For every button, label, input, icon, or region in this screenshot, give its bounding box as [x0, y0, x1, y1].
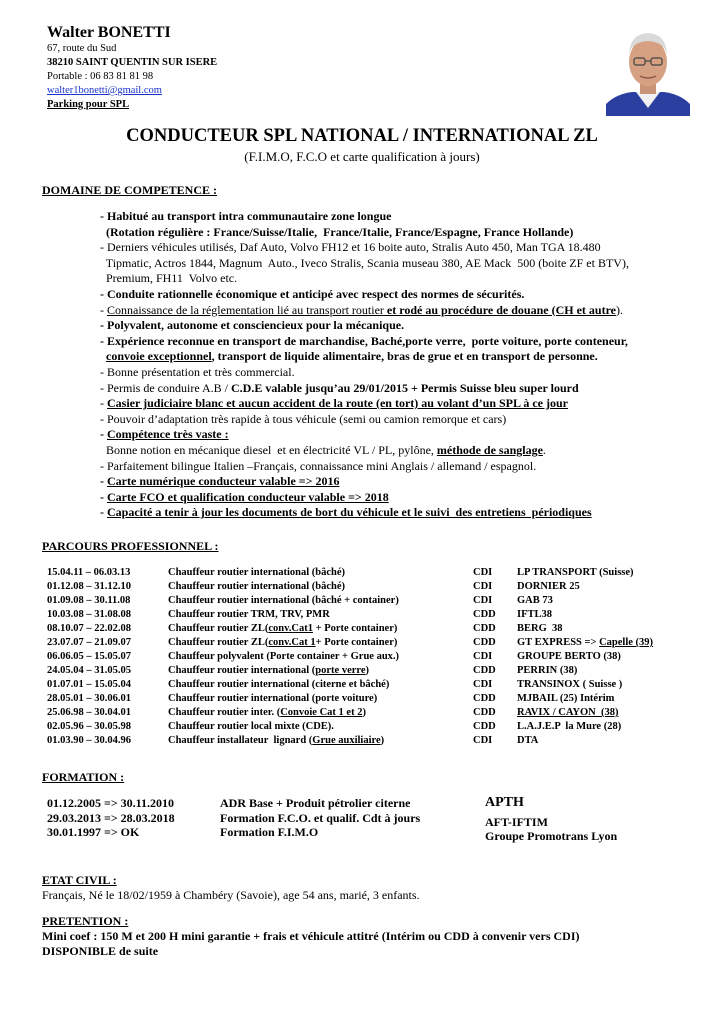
career-role: [168, 692, 377, 706]
formation-date: 29.03.2013 => 28.03.2018: [47, 810, 175, 825]
competence-text: -: [100, 302, 107, 317]
formation-course: ADR Base + Produit pétrolier citerne: [220, 796, 411, 810]
career-role-text: Chauffeur routier TRM, TRV, PMR: [168, 609, 330, 620]
competence-text: - Derniers véhicules utilisés, Daf Auto, Volvo FH12 et 16 boite auto, Stralis Auto 450, Man TGA 18.480: [100, 240, 601, 255]
career-role-text: + Porte container): [312, 623, 398, 634]
career-dates: 01.09.08 – 30.11.08: [47, 595, 131, 606]
career-dates: 01.07.01 – 15.05.04: [47, 679, 131, 690]
career-role-text: ): [362, 707, 366, 718]
competence-list: [100, 209, 710, 521]
career-role-text: ): [380, 735, 385, 746]
competence-item: [100, 381, 710, 397]
competence-item: [100, 256, 710, 272]
career-heading-label: PARCOURS PROFESSIONNEL: [42, 539, 212, 553]
competence-item: [100, 396, 710, 412]
competence-text: , transport de liquide alimentaire, bras de grue et en transport de personne.: [211, 349, 598, 364]
career-company: [517, 622, 563, 636]
competence-text: Premium, FH11 Volvo etc.: [100, 271, 238, 286]
job-title: CONDUCTEUR SPL NATIONAL / INTERNATIONAL ZL: [126, 126, 598, 146]
career-contract: CDD: [473, 637, 496, 648]
competence-text: -: [100, 427, 107, 442]
career-role: [168, 650, 399, 664]
competence-text: -: [100, 474, 107, 489]
competence-text: - Pouvoir d’adaptation très rapide à tous véhicule (semi ou camion remorque et cars): [100, 411, 507, 426]
career-company-text: GAB 73: [517, 595, 553, 606]
career-company-text: MJBAIL (25) Intérim: [517, 693, 615, 704]
competence-item: [100, 427, 710, 443]
profile-photo: [606, 24, 690, 116]
competence-text: Compétence très vaste :: [107, 427, 229, 442]
career-role-text: Chauffeur routier international (: [168, 665, 316, 676]
competence-item: [100, 271, 710, 287]
career-company: [517, 678, 622, 692]
career-role-text: Chauffeur routier international (citerne et bâché): [168, 679, 390, 690]
competence-text: convoie exceptionnel: [106, 349, 212, 364]
career-company: [517, 664, 577, 678]
competence-item: [100, 443, 710, 459]
career-role-text: Chauffeur installateur lignard (: [168, 735, 313, 746]
career-contract: CDI: [473, 567, 493, 578]
career-company-text: IFTL38: [517, 609, 553, 620]
career-contract: CDI: [473, 595, 493, 606]
competence-text: Carte numérique conducteur valable => 2016: [107, 474, 340, 489]
career-dates: 23.07.07 – 21.09.07: [47, 637, 131, 648]
career-role-text: Grue auxiliaire: [312, 735, 381, 746]
competence-heading: DOMAINE DE COMPETENCE :: [42, 183, 218, 197]
competence-item: [100, 412, 710, 428]
career-role-text: Chauffeur routier international (porte voiture): [168, 693, 378, 704]
career-role: [168, 664, 369, 678]
career-role: [168, 594, 399, 608]
career-company-text: PERRIN (38): [517, 665, 578, 676]
competence-text: Capacité a tenir à jour les documents de bort du véhicule et le suivi des entretiens périodiques: [107, 505, 592, 520]
competence-item: [100, 225, 710, 241]
competence-text: - Expérience reconnue en transport de marchandise, Baché,porte verre, porte voiture, porte conteneur,: [100, 333, 628, 348]
career-company: [517, 720, 621, 734]
formation-course: Formation F.I.M.O: [220, 825, 319, 839]
career-role: [168, 636, 397, 650]
career-company: [517, 692, 614, 706]
career-contract: CDD: [473, 623, 496, 634]
career-dates: 28.05.01 – 30.06.01: [47, 693, 131, 704]
career-dates: 24.05.04 – 31.05.05: [47, 665, 131, 676]
career-company: [517, 580, 580, 594]
career-company-text: GT EXPRESS =>: [517, 637, 600, 648]
pretention-salary: Mini coef : 150 M et 200 H mini garantie + frais et véhicule attitré (Intérim ou CDD à convenir vers CDI): [42, 929, 580, 943]
competence-item: [100, 318, 710, 334]
career-company: [517, 594, 553, 608]
competence-text: -: [100, 505, 107, 520]
career-company-text: Capelle (39): [599, 637, 654, 648]
competence-text: (Rotation régulière : France/Suisse/Italie, France/Italie, France/Espagne, France Hollande): [100, 224, 574, 239]
address-street: 67, route du Sud: [47, 43, 117, 54]
civil-text: Français, Né le 18/02/1959 à Chambéry (Savoie), age 54 ans, marié, 3 enfants.: [42, 888, 420, 902]
career-dates: 10.03.08 – 31.08.08: [47, 609, 131, 620]
career-heading: PARCOURS PROFESSIONNEL :: [42, 539, 219, 553]
competence-text: Connaissance de la réglementation lié au transport routier: [107, 302, 384, 317]
formation-course: Formation F.C.O. et qualif. Cdt à jours: [220, 810, 421, 825]
career-role-text: Convoie Cat 1 et 2: [280, 707, 363, 718]
career-company: [517, 734, 538, 748]
career-role: [168, 566, 345, 580]
career-role-text: Chauffeur routier local mixte (CDE).: [168, 721, 334, 732]
address-city: 38210 SAINT QUENTIN SUR ISERE: [47, 57, 218, 68]
career-company-text: BERG 38: [517, 623, 563, 634]
competence-text: - Conduite rationnelle économique et anticipé avec respect des normes de sécurités.: [100, 286, 525, 301]
career-contract: CDD: [473, 609, 496, 620]
career-company: [517, 650, 621, 664]
career-company: [517, 636, 653, 650]
competence-text: .: [542, 442, 546, 457]
career-dates: 15.04.11 – 06.03.13: [47, 567, 131, 578]
career-role: [168, 608, 330, 622]
career-role-text: porte verre: [315, 665, 366, 676]
formation-org: APTH: [485, 795, 524, 810]
competence-item: [100, 474, 710, 490]
career-contract: CDI: [473, 581, 493, 592]
career-contract: CDD: [473, 693, 496, 704]
competence-text: Bonne notion en mécanique diesel et en électricité VL / PL, pylône,: [100, 442, 437, 457]
competence-text: Carte FCO et qualification conducteur valable => 2018: [107, 489, 389, 504]
career-dates: 08.10.07 – 22.02.08: [47, 623, 131, 634]
career-role-text: Chauffeur polyvalent (Porte container + Grue aux.): [168, 651, 400, 662]
competence-text: - Habitué au transport intra communautaire zone longue: [100, 209, 392, 223]
career-company-text: L.A.J.E.P la Mure (28): [517, 721, 622, 732]
competence-text: -: [100, 489, 107, 504]
competence-text: méthode de sanglage: [436, 442, 543, 457]
career-contract: CDI: [473, 735, 493, 746]
email-link[interactable]: walter1bonetti@gmail.com: [47, 85, 162, 96]
formation-date: 01.12.2005 => 30.11.2010: [47, 796, 175, 810]
job-subtitle: (F.I.M.O, F.C.O et carte qualification à jours): [244, 149, 480, 164]
competence-item: [100, 334, 710, 350]
competence-item: [100, 303, 710, 319]
formation-date: 30.01.1997 => OK: [47, 825, 140, 839]
career-contract: CDI: [473, 651, 493, 662]
career-role: [168, 706, 366, 720]
career-role-text: Chauffeur routier inter. (: [168, 707, 281, 718]
formation-org: Groupe Promotrans Lyon: [485, 829, 618, 843]
career-dates: 25.06.98 – 30.04.01: [47, 707, 131, 718]
career-role-text: conv.Cat 1: [268, 637, 316, 648]
competence-text: C.D.E valable jusqu’au 29/01/2015 + Permis Suisse bleu super lourd: [230, 380, 579, 395]
career-role-text: Chauffeur routier ZL(: [168, 637, 269, 648]
career-role: [168, 720, 334, 734]
career-company: [517, 608, 552, 622]
career-company: [517, 706, 619, 720]
pretention-heading: PRETENTION :: [42, 914, 129, 928]
career-contract: CDD: [473, 665, 496, 676]
candidate-name: Walter BONETTI: [47, 24, 171, 41]
competence-item: [100, 505, 710, 521]
career-role: [168, 580, 345, 594]
career-role: [168, 622, 397, 636]
parking-note: Parking pour SPL: [47, 99, 130, 110]
career-role-text: + Porte container): [315, 637, 398, 648]
career-role-text: conv.Cat1: [268, 623, 313, 634]
career-company-text: DORNIER 25: [517, 581, 580, 592]
career-company-text: RAVIX / CAYON (38): [517, 707, 619, 718]
competence-text: et rodé au procédure de douane (CH et autre: [383, 302, 617, 317]
competence-text: -: [100, 396, 107, 411]
phone-number: Portable : 06 83 81 81 98: [47, 71, 154, 82]
competence-item: [100, 287, 710, 303]
competence-text: - Permis de conduire A.B /: [100, 380, 231, 395]
career-role-text: Chauffeur routier international (bâché + container): [168, 595, 399, 606]
competence-text: Casier judiciaire blanc et aucun accident de la route (en tort) au volant d’un SPL à ce jour: [107, 396, 568, 411]
career-dates: 01.12.08 – 31.12.10: [47, 581, 131, 592]
career-role-text: Chauffeur routier international (bâché): [168, 567, 346, 578]
career-dates: 01.03.90 – 30.04.96: [47, 735, 131, 746]
competence-text: - Parfaitement bilingue Italien –Français, connaissance mini Anglais / allemand / espagnol.: [100, 458, 537, 473]
career-contract: CDD: [473, 707, 496, 718]
competence-text: - Bonne présentation et très commercial.: [100, 364, 295, 379]
competence-item: [100, 459, 710, 475]
career-company: [517, 566, 634, 580]
career-company-text: LP TRANSPORT (Suisse): [517, 567, 634, 578]
career-company-text: TRANSINOX ( Suisse ): [517, 679, 623, 690]
competence-item: [100, 240, 710, 256]
formation-heading: FORMATION :: [42, 770, 125, 784]
competence-text: Tipmatic, Actros 1844, Magnum Auto., Iveco Stralis, Scania museau 380, AE Mack 500 (boite ZF et BTV),: [100, 255, 629, 270]
formation-heading-label: FORMATION: [42, 770, 118, 784]
career-dates: 02.05.96 – 30.05.98: [47, 721, 131, 732]
career-role-text: Chauffeur routier ZL(: [168, 623, 269, 634]
competence-text: - Polyvalent, autonome et consciencieux pour la mécanique.: [100, 318, 405, 333]
formation-org: AFT-IFTIM: [485, 814, 548, 829]
career-company-text: DTA: [517, 735, 539, 746]
competence-text: ).: [616, 302, 624, 317]
career-contract: CDI: [473, 679, 493, 690]
competence-item: [100, 349, 710, 365]
pretention-availability: DISPONIBLE de suite: [42, 944, 159, 958]
career-role-text: Chauffeur routier international (bâché): [168, 581, 346, 592]
competence-item: [100, 490, 710, 506]
career-role-text: ): [365, 665, 370, 676]
career-role: [168, 734, 384, 748]
career-contract: CDD: [473, 721, 496, 732]
competence-item: [100, 209, 710, 225]
career-company-text: GROUPE BERTO (38): [517, 651, 621, 662]
competence-item: [100, 365, 710, 381]
civil-heading: ETAT CIVIL :: [42, 873, 117, 887]
career-role: [168, 678, 389, 692]
career-dates: 06.06.05 – 15.05.07: [47, 651, 131, 662]
